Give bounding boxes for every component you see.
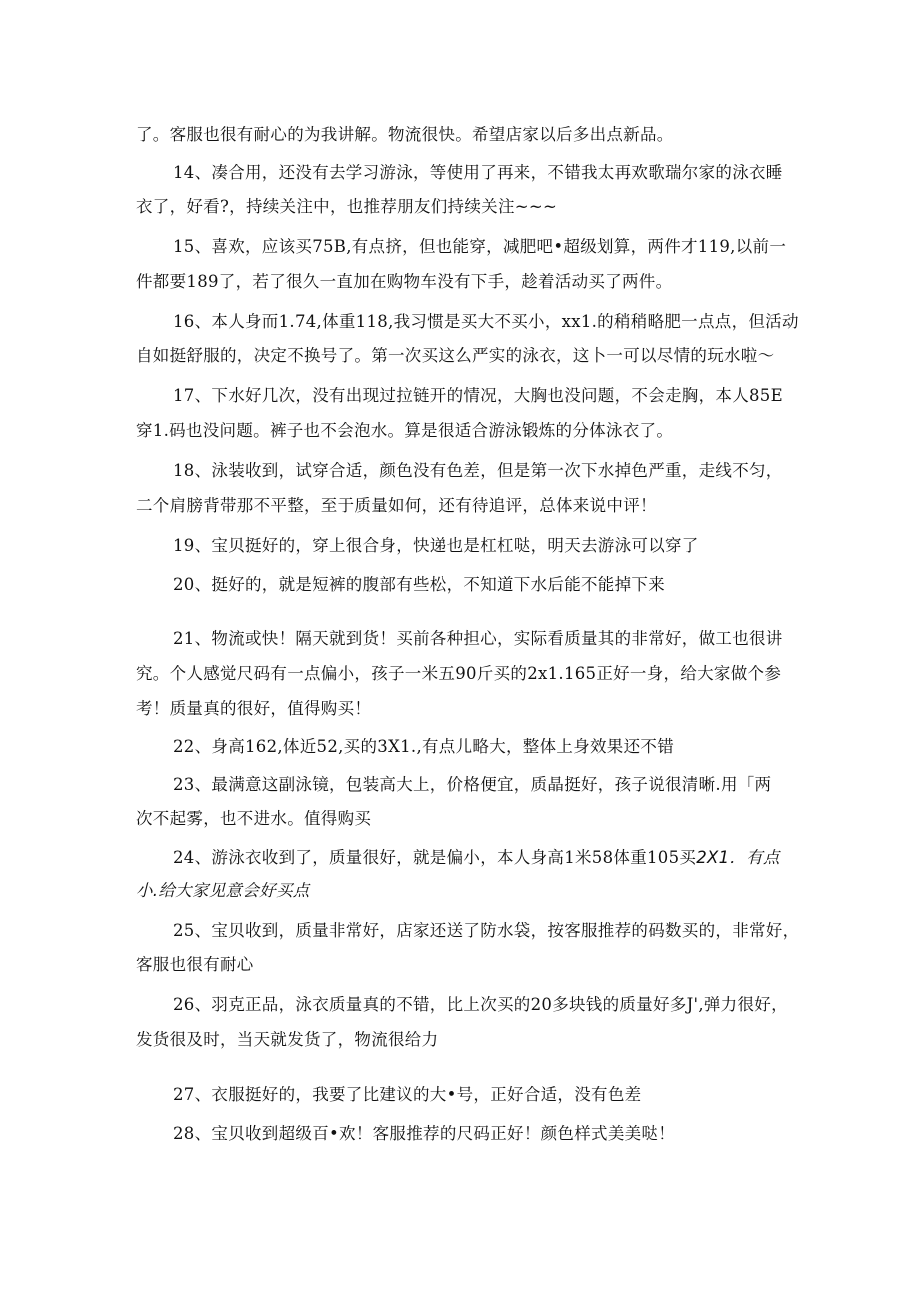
text-line-italic-part: 2X1．有点 (696, 848, 780, 867)
text-line: 18、泳装收到，试穿合适，颜色没有色差，但是第一次下水掉色严重，走线不匀， (173, 461, 783, 480)
text-line: 25、宝贝收到，质量非常好，店家还送了防水袋，按客服推荐的码数买的，非常好， (173, 921, 800, 940)
text-line: 16、本人身而1.74,体重118,我习惯是买大不买小，xx1.的稍稍略肥一点点，但活动 (173, 312, 799, 331)
text-line (173, 847, 780, 869)
text-line: 27、衣服挺好的，我要了比建议的大•号，正好合适，没有色差 (173, 1085, 642, 1104)
text-line: 15、喜欢，应该买75B,有点挤，但也能穿，减肥吧•超级划算，两件才119,以前一 (173, 237, 787, 256)
text-line: 了。客服也很有耐心的为我讲解。物流很快。希望店家以后多出点新品。 (136, 125, 674, 144)
text-line: 20、挺好的，就是短裤的腹部有些松，不知道下水后能不能掉下来 (173, 575, 665, 594)
text-line: 23、最满意这副泳镜，包装高大上，价格便宜，质晶挺好，孩子说很清晰.用「两 (173, 775, 772, 794)
text-line: 次不起雾，也不进水。值得购买 (136, 809, 372, 828)
text-line: 21、物流或快！隔天就到货！买前各种担心，实际看质量其的非常好，做工也很讲 (173, 629, 783, 648)
text-line: 26、羽克正品，泳衣质量真的不错，比上次买的20多块钱的质量好多J',弹力很好， (173, 995, 788, 1014)
text-line: 考！质量真的很好，值得购买！ (136, 699, 372, 718)
text-line: 28、宝贝收到超级百•欢！客服推荐的尺码正好！颜色样式美美哒！ (173, 1124, 676, 1143)
text-line: 19、宝贝挺好的，穿上很合身，快递也是杠杠哒，明天去游泳可以穿了 (173, 536, 699, 555)
text-line: 发货很及时，当天就发货了，物流很给力 (136, 1030, 439, 1049)
text-line: 衣了，好看?，持续关注中，也推荐朋友们持续关注~~~ (136, 197, 558, 216)
text-line: 穿1.码也没问题。裤子也不会泡水。算是很适合游泳锻炼的分体泳衣了。 (136, 421, 674, 440)
text-line: 17、下水好几次，没有出现过拉链开的情况，大胸也没问题，不会走胸，本人85E (173, 386, 783, 405)
text-line: 22、身高162,体近52,买的3X1.,有点儿略大，整体上身效果还不错 (173, 737, 675, 756)
text-line: 14、凑合用，还没有去学习游泳，等使用了再来，不错我太再欢歌瑞尔家的泳衣睡 (173, 163, 783, 182)
text-line: 二个肩膀背带那不平整，至于质量如何，还有待追评，总体来说中评！ (136, 496, 657, 515)
text-line: 究。个人感觉尺码有一点偏小，孩子一米五90斤买的2x1.165正好一身，给大家做个参 (136, 664, 782, 683)
text-line: 客服也很有耐心 (136, 955, 254, 974)
text-line-part: 24、游泳衣收到了，质量很好，就是偏小，本人身高1米58体重105买 (173, 848, 697, 867)
text-line: 件都要189了，若了很久一直加在购物车没有下手，趁着活动买了两件。 (136, 272, 673, 291)
text-line: 小.给大家见意会好买点 (136, 881, 310, 900)
text-line: 自如挺舒服的，决定不换号了。第一次买这么严实的泳衣，这卜一可以尽情的玩水啦～ (136, 346, 775, 365)
